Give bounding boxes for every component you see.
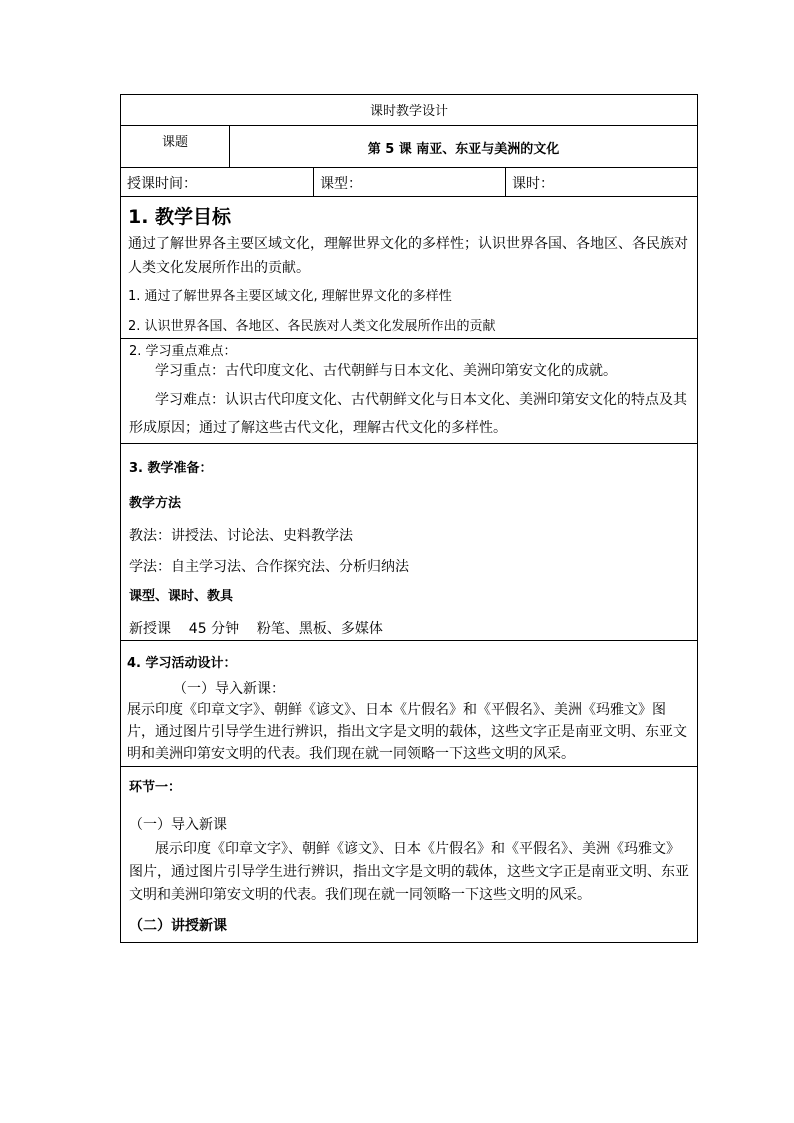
section-one-line: 文明和美洲印第安文明的代表。我们现在就一同领略一下这些文明的风采。 <box>129 887 591 903</box>
prep-cell <box>121 444 698 641</box>
topic-label-cell <box>121 126 230 168</box>
goals-intro <box>128 232 691 280</box>
section-one-heading: 环节一： <box>129 780 182 795</box>
goals-item-1: 1. 通过了解世界各主要区域文化, 理解世界文化的多样性 <box>128 289 452 304</box>
section-one-line: 展示印度《印章文字》、朝鲜《谚文》、日本《片假名》和《平假名》、美洲《玛雅文》 <box>155 841 680 857</box>
topic-value-cell <box>230 126 698 168</box>
activity-body <box>127 699 691 765</box>
section-one-sub2: （二）讲授新课 <box>129 918 227 934</box>
section-one-sub1: （一）导入新课 <box>129 817 227 833</box>
goals-intro-line: 通过了解世界各主要区域文化，理解世界文化的多样性；认识世界各国、各地区、各民族对 <box>128 236 688 252</box>
type-cell <box>314 168 506 197</box>
prep-heading: 3. 教学准备： <box>129 461 213 476</box>
activity-heading: 4. 学习活动设计： <box>127 656 237 671</box>
activity-line: 片，通过图片引导学生进行辨识，指出文字是文明的载体，这些文字正是南亚文明、东亚文 <box>127 724 687 740</box>
time-cell <box>121 168 314 197</box>
section-one-line: 图片，通过图片引导学生进行辨识，指出文字是文明的载体，这些文字正是南亚文明、东亚 <box>129 864 689 880</box>
section-one-body <box>129 838 691 907</box>
section-one-cell <box>121 767 698 943</box>
prep-detail: 新授课 45 分钟 粉笔、黑板、多媒体 <box>129 621 383 637</box>
key-difficulty-2: 形成原因；通过了解这些古代文化，理解古代文化的多样性。 <box>129 420 507 436</box>
lesson-plan-table <box>120 94 698 943</box>
activity-line: 展示印度《印章文字》、朝鲜《谚文》、日本《片假名》和《平假名》、美洲《玛雅文》图 <box>127 702 666 718</box>
goals-cell <box>121 197 698 339</box>
key-focus: 学习重点：古代印度文化、古代朝鲜与日本文化、美洲印第安文化的成就。 <box>155 363 617 379</box>
prep-method-title: 教学方法 <box>129 496 182 511</box>
goals-heading: 1. 教学目标 <box>128 206 232 228</box>
key-heading: 2. 学习重点难点： <box>129 344 237 359</box>
activity-subheading: （一）导入新课： <box>173 681 285 697</box>
document-title-cell <box>121 95 698 126</box>
hours-label: 课时： <box>512 176 554 192</box>
prep-learn-methods: 学法：自主学习法、合作探究法、分析归纳法 <box>129 559 409 575</box>
hours-cell <box>506 168 698 197</box>
type-label: 课型： <box>320 176 362 192</box>
topic-value: 第 5 课 南亚、东亚与美洲的文化 <box>367 142 560 157</box>
prep-type-title: 课型、课时、教具 <box>129 589 234 604</box>
activity-cell <box>121 641 698 767</box>
activity-line: 明和美洲印第安文明的代表。我们现在就一同领略一下这些文明的风采。 <box>127 746 575 762</box>
document-title: 课时教学设计 <box>370 104 449 119</box>
key-points-cell <box>121 339 698 444</box>
goals-intro-line: 人类文化发展所作出的贡献。 <box>128 260 310 276</box>
topic-label: 课题 <box>161 135 188 150</box>
goals-item-2: 2. 认识世界各国、各地区、各民族对人类文化发展所作出的贡献 <box>128 319 496 334</box>
key-difficulty-1: 学习难点：认识古代印度文化、古代朝鲜文化与日本文化、美洲印第安文化的特点及其 <box>155 392 687 408</box>
prep-teach-methods: 教法：讲授法、讨论法、史料教学法 <box>129 528 353 544</box>
time-label: 授课时间： <box>127 176 197 192</box>
